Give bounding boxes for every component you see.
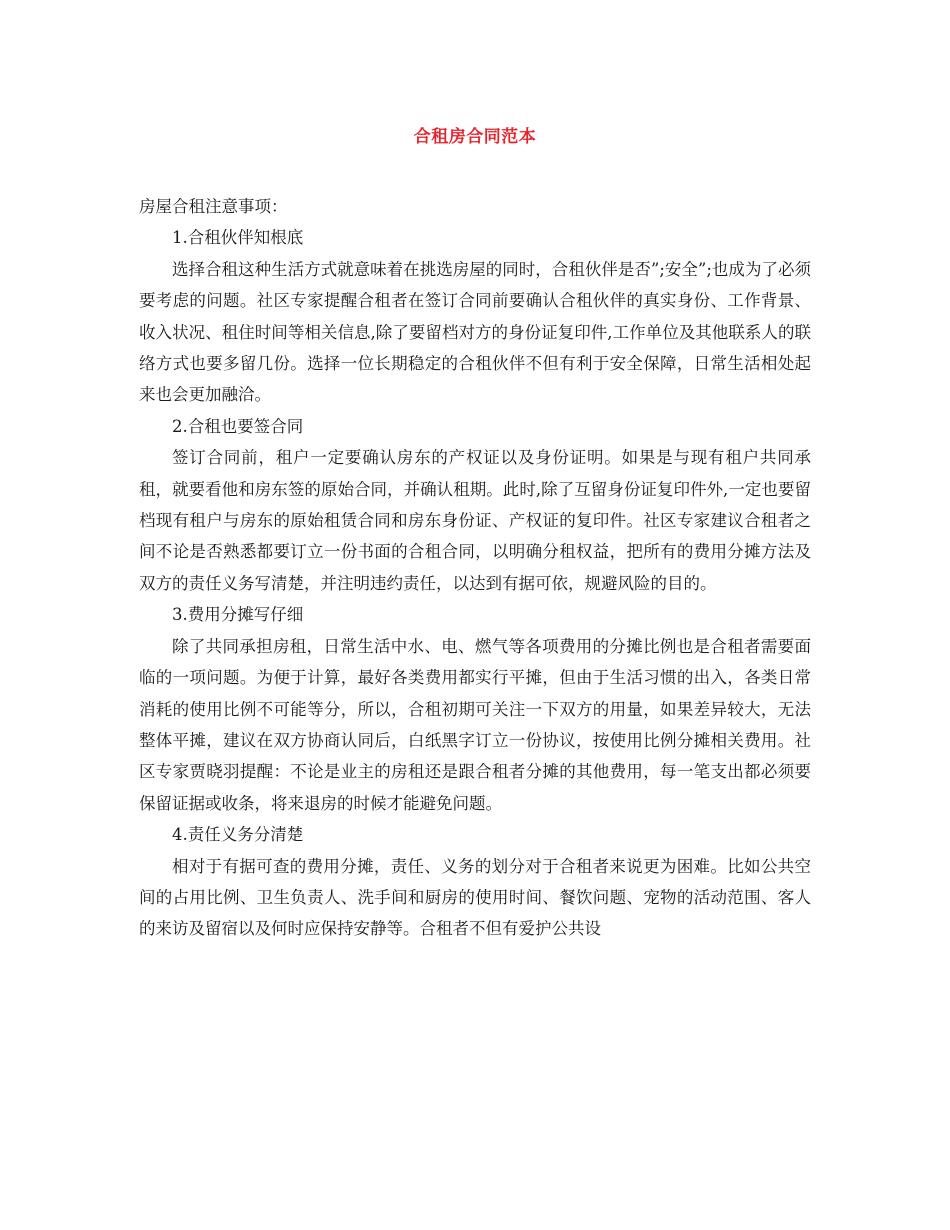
document-body xyxy=(139,191,811,945)
section-paragraph: 签订合同前，租户一定要确认房东的产权证以及身份证明。如果是与现有租户共同承租，就要看他和房东签的原始合同，并确认租期。此时,除了互留身份证复印件外,一定也要留档现有租户与房东的原始租赁合同和房东身份证、产权证的复印件。社区专家建议合租者之间不论是否熟悉都要订立一份书面的合租合同，以明确分租权益，把所有的费用分摊方法及双方的责任义务写清楚，并注明违约责任，以达到有据可依，规避风险的目的。 xyxy=(139,448,811,593)
section-paragraph: 除了共同承担房租，日常生活中水、电、燃气等各项费用的分摊比例也是合租者需要面临的一项问题。为便于计算，最好各类费用都实行平摊，但由于生活习惯的出入，各类日常消耗的使用比例不可能等分，所以，合租初期可关注一下双方的用量，如果差异较大，无法整体平摊，建议在双方协商认同后，白纸黑字订立一份协议，按使用比例分摊相关费用。社区专家贾晓羽提醒：不论是业主的房租还是跟合租者分摊的其他费用，每一笔支出都必须要保留证据或收条，将来退房的时候才能避免问题。 xyxy=(139,636,811,813)
section-heading: 3.费用分摊写仔细 xyxy=(172,605,304,625)
section-paragraph: 选择合租这种生活方式就意味着在挑选房屋的同时，合租伙伴是否”;安全”;也成为了必须要考虑的问题。社区专家提醒合租者在签订合同前要确认合租伙伴的真实身份、工作背景、收入状况、租住时间等相关信息,除了要留档对方的身份证复印件,工作单位及其他联系人的联络方式也要多留几份。选择一位长期稳定的合租伙伴不但有利于安全保障，日常生活相处起来也会更加融洽。 xyxy=(139,259,811,405)
intro-line: 房屋合租注意事项： xyxy=(139,197,288,216)
section-heading: 1.合租伙伴知根底 xyxy=(172,228,304,248)
section-heading: 4.责任义务分清楚 xyxy=(172,825,304,845)
document-title: 合租房合同范本 xyxy=(413,127,537,147)
section-paragraph: 相对于有据可查的费用分摊，责任、义务的划分对于合租者来说更为困难。比如公共空间的占用比例、卫生负责人、洗手间和厨房的使用时间、餐饮问题、宠物的活动范围、客人的来访及留宿以及何时应保持安静等。合租者不但有爱护公共设 xyxy=(139,856,811,939)
section-heading: 2.合租也要签合同 xyxy=(172,416,304,436)
